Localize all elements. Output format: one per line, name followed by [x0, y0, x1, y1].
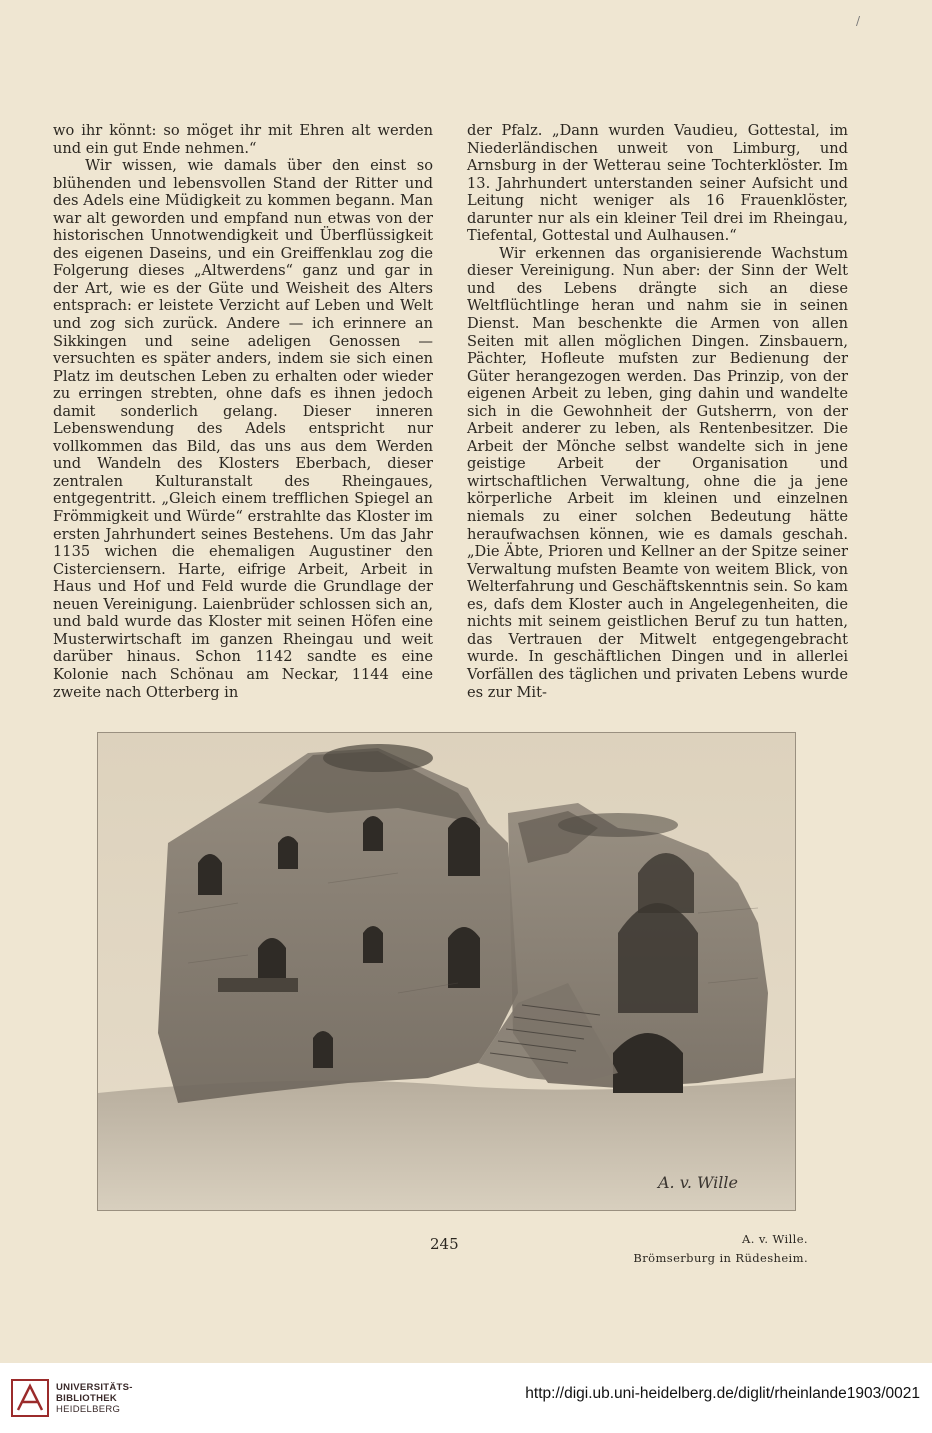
- paragraph: wo ihr könnt: so möget ihr mit Ehren alt werden und ein gut Ende nehmen.“: [53, 122, 433, 157]
- caption-artist: A. v. Wille.: [742, 1232, 808, 1246]
- left-text-column: [53, 122, 433, 701]
- castle-ruin-drawing: [98, 733, 795, 1210]
- paragraph: Wir erkennen das organisierende Wachstum dieser Vereinigung. Nun aber: der Sinn der Welt und des Lebens drängte sich an diese Weltflüchtlinge heran und nahm sie in seinen Dienst. Man beschenkte die Armen von allen Seiten mit allen möglichen Dingen. Zinsbauern, Pächter, Hofleute mufsten zur Bedienung der Güter herangezogen werden. Das Prinzip, von der eigenen Arbeit zu leben, ging dahin und wandelte sich in die Gewohnheit der Gutsherrn, von der Arbeit anderer zu leben, als Rentenbesitzer. Die Arbeit der Mönche selbst wandelte sich in jene geistige Arbeit der Organisation und wirtschaftlichen Verwaltung, ohne die ja jene körperliche Arbeit im kleinen und einzelnen niemals zu einer solchen Bedeutung hätte heraufwachsen können, wie es damals geschah. „Die Äbte, Prioren und Kellner an der Spitze seiner Verwaltung mufsten Beamte von weitem Blick, von Welterfahrung und Geschäftskenntnis sein. So kam es, dafs dem Kloster auch in Angelegenheiten, die nichts mit seinem geistlichen Beruf zu tun hatten, das Vertrauen der Mitwelt entgegengebracht wurde. In geschäftlichen Dingen und in allerlei Vorfällen des täglichen und privaten Lebens wurde es zur Mit-: [467, 244, 848, 701]
- image-caption: [633, 1230, 808, 1268]
- artist-signature: A. v. Wille: [657, 1173, 738, 1192]
- library-line-3: HEIDELBERG: [56, 1404, 121, 1415]
- paragraph: der Pfalz. „Dann wurden Vaudieu, Gottestal, im Niederländischen unweit von Limburg, und Arnsburg in der Wetterau seine Tochterklöster. Im 13. Jahrhundert unterstanden seiner Aufsicht und Leitung nicht weniger als 16 Frauenklöster, darunter nur als ein kleiner Teil drei im Rheingau, Tiefental, Gottestal und Aulhausen.“: [467, 122, 848, 245]
- margin-mark: /: [856, 14, 861, 28]
- right-text-column: [467, 122, 848, 701]
- illustration-plate: [97, 732, 796, 1211]
- library-footer: [0, 1363, 932, 1433]
- paragraph: Wir wissen, wie damals über den einst so blühenden und lebensvollen Stand der Ritter und des Adels eine Müdigkeit zu kommen begann. Man war alt geworden und empfand nun etwas von der historischen Unnotwendigkeit und Überflüssigkeit des eigenen Daseins, und ein Greiffenklau zog die Folgerung dieses „Altwerdens“ ganz und gar in der Art, wie es der Güte und Weisheit des Alters entsprach: er leistete Verzicht auf Leben und Welt und zog sich zurück. Andere — ich erinnere an Sikkingen und seine adeligen Genossen — versuchten es später anders, indem sie sich einen Platz im deutschen Leben zu erhalten oder wieder zu erringen strebten, ohne dafs es ihnen jedoch damit sonderlich gelang. Dieser inneren Lebenswendung des Adels entspricht nur vollkommen das Bild, das uns aus dem Werden und Wandeln des Klosters Eberbach, dieser zentralen Kulturanstalt des Rheingaues, entgegentritt. „Gleich einem trefflichen Spiegel an Frömmigkeit und Würde“ erstrahlte das Kloster im ersten Jahrhundert seines Bestehens. Um das Jahr 1135 wichen die ehemaligen Augustiner den Cisterciensern. Harte, eifrige Arbeit, Arbeit in Haus und Hof und Feld wurde die Grundlage der neuen Vereinigung. Laienbrüder schlossen sich an, und bald wurde das Kloster mit seinen Höfen eine Musterwirtschaft im ganzen Rheingau und weit darüber hinaus. Schon 1142 sandte es eine Kolonie nach Schönau am Neckar, 1144 eine zweite nach Otterberg in: [53, 157, 433, 701]
- library-logo-icon: [10, 1378, 50, 1418]
- caption-title: Brömserburg in Rüdesheim.: [633, 1251, 808, 1265]
- library-line-2: BIBLIOTHEK: [56, 1393, 118, 1404]
- library-name: [56, 1382, 133, 1415]
- page-number: 245: [430, 1235, 459, 1253]
- library-line-1: UNIVERSITÄTS-: [56, 1382, 133, 1393]
- permalink[interactable]: http://digi.ub.uni-heidelberg.de/diglit/rheinlande1903/0021: [525, 1385, 920, 1402]
